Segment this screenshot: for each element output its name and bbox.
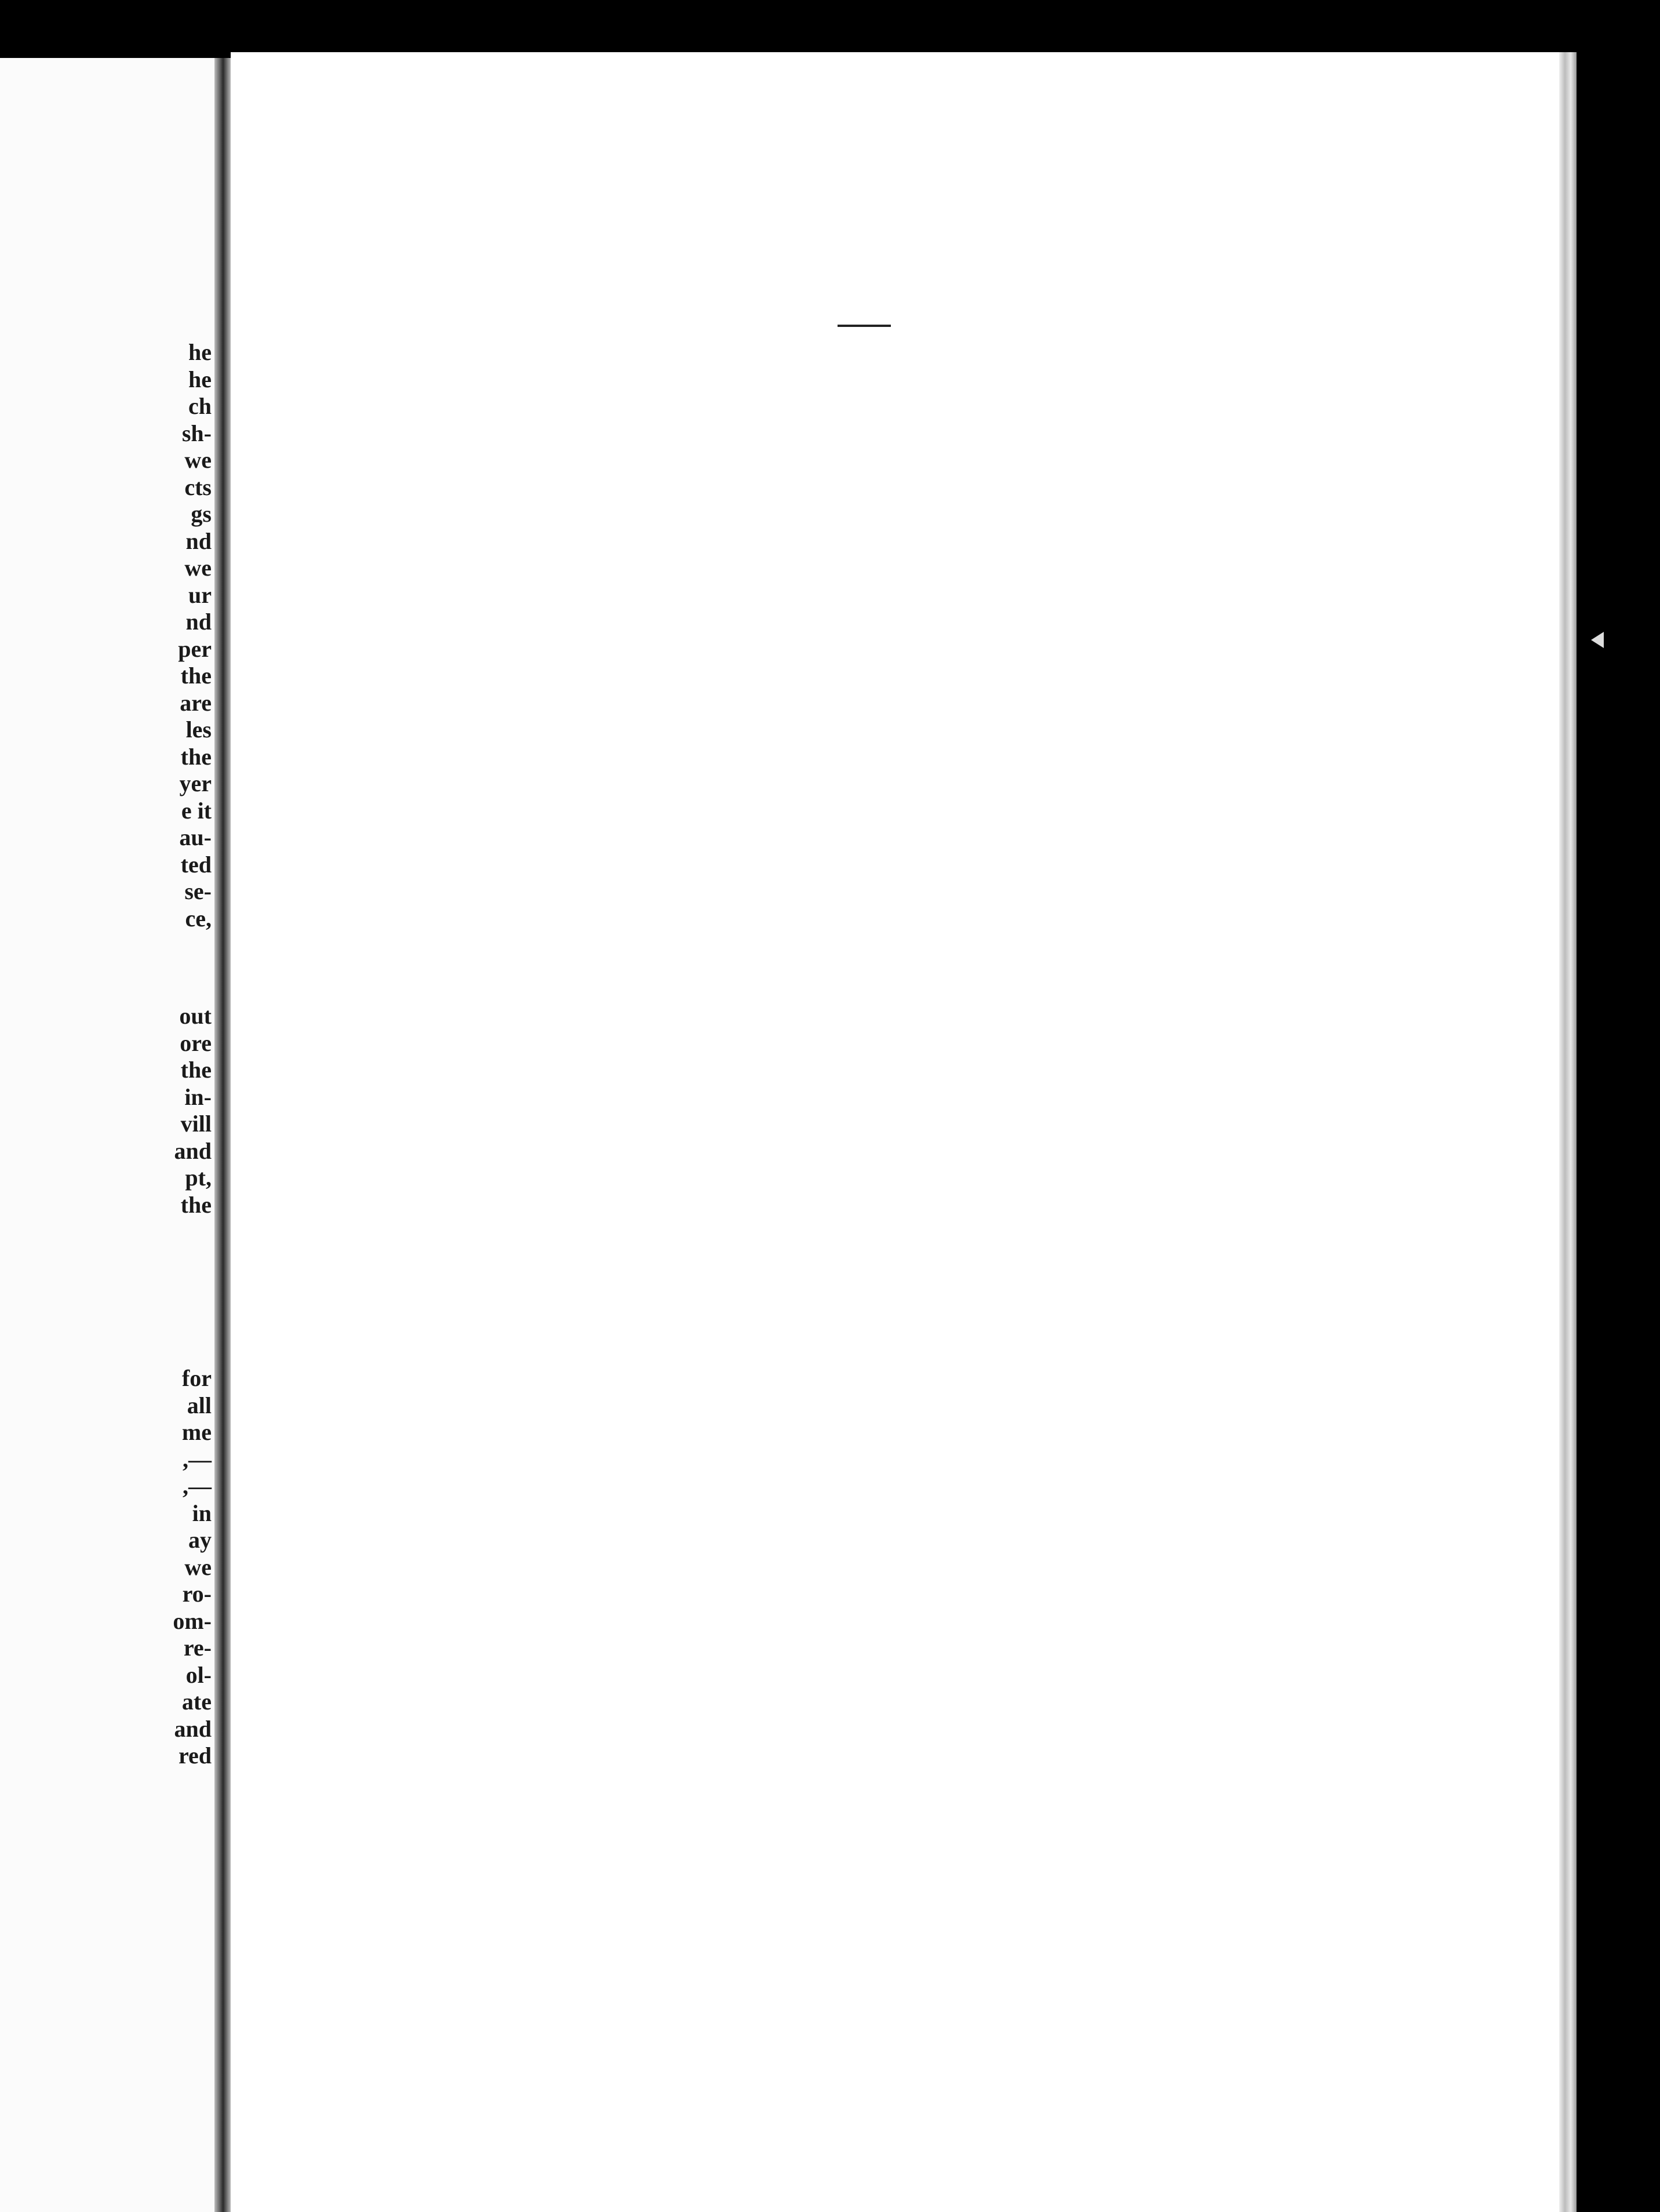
previous-page-edge bbox=[0, 58, 223, 2212]
previous-page-fragment: ore bbox=[180, 1029, 212, 1056]
edge-mark bbox=[1591, 632, 1604, 648]
previous-page-fragment: for bbox=[181, 1365, 212, 1391]
previous-page-fragment: the bbox=[180, 1191, 212, 1218]
section-divider bbox=[838, 325, 891, 327]
previous-page-fragment: ,— bbox=[183, 1446, 212, 1472]
previous-page-fragment: ch bbox=[188, 393, 212, 419]
letter-closing bbox=[441, 471, 1281, 558]
previous-page-text-fragments bbox=[0, 58, 223, 2212]
previous-page-fragment: nd bbox=[185, 527, 212, 554]
dateline bbox=[441, 432, 1281, 468]
previous-page-fragment: om- bbox=[173, 1607, 212, 1634]
previous-page-fragment: ur bbox=[188, 581, 212, 608]
page-content bbox=[441, 255, 1281, 558]
previous-page-fragment: yer bbox=[179, 770, 212, 796]
previous-page-fragment: me bbox=[181, 1419, 212, 1445]
previous-page-fragment: ce, bbox=[185, 905, 212, 932]
previous-page-fragment: he bbox=[188, 366, 212, 392]
previous-page-fragment: all bbox=[187, 1392, 212, 1418]
previous-page-fragment: nd bbox=[185, 609, 212, 635]
previous-page-fragment: se- bbox=[184, 878, 212, 904]
previous-page-fragment: cts bbox=[184, 474, 212, 500]
previous-page-fragment: ,— bbox=[183, 1473, 212, 1499]
previous-page-fragment: we bbox=[184, 1554, 212, 1580]
previous-page-fragment: ay bbox=[188, 1527, 212, 1553]
previous-page-fragment: ol- bbox=[185, 1661, 212, 1688]
page-edge bbox=[1559, 52, 1577, 2212]
previous-page-fragment: vill bbox=[180, 1111, 212, 1137]
previous-page-fragment: ro- bbox=[182, 1581, 212, 1607]
previous-page-fragment: we bbox=[184, 555, 212, 581]
previous-page-fragment: and bbox=[174, 1137, 212, 1164]
previous-page-fragment: per bbox=[178, 635, 212, 662]
previous-page-fragment: in- bbox=[184, 1083, 212, 1110]
previous-page-fragment: the bbox=[180, 743, 212, 770]
previous-page-fragment: the bbox=[180, 1057, 212, 1083]
previous-page-fragment: he bbox=[188, 339, 212, 365]
section-number bbox=[441, 356, 1281, 391]
previous-page-fragment: red bbox=[178, 1742, 212, 1769]
scan-background bbox=[1577, 52, 1660, 2212]
previous-page-fragment: les bbox=[185, 716, 212, 743]
previous-page-fragment: re- bbox=[183, 1635, 212, 1661]
previous-page-fragment: pt, bbox=[185, 1165, 212, 1191]
previous-page-fragment: are bbox=[180, 689, 212, 716]
previous-page-fragment: in bbox=[192, 1500, 212, 1526]
gutter-shadow bbox=[214, 58, 232, 2212]
previous-page-fragment: gs bbox=[191, 501, 212, 527]
page-number bbox=[516, 255, 1281, 290]
previous-page-fragment: we bbox=[184, 447, 212, 473]
previous-page-fragment: ate bbox=[181, 1689, 212, 1715]
section-title bbox=[441, 396, 1281, 429]
previous-page-fragment: sh- bbox=[181, 420, 212, 446]
previous-page-fragment: and bbox=[174, 1715, 212, 1742]
previous-page-fragment: out bbox=[179, 1003, 212, 1029]
previous-page-fragment: the bbox=[180, 663, 212, 689]
previous-page-fragment: au- bbox=[179, 824, 212, 850]
previous-page-fragment: ted bbox=[180, 851, 212, 878]
previous-page-fragment: e it bbox=[181, 797, 212, 824]
